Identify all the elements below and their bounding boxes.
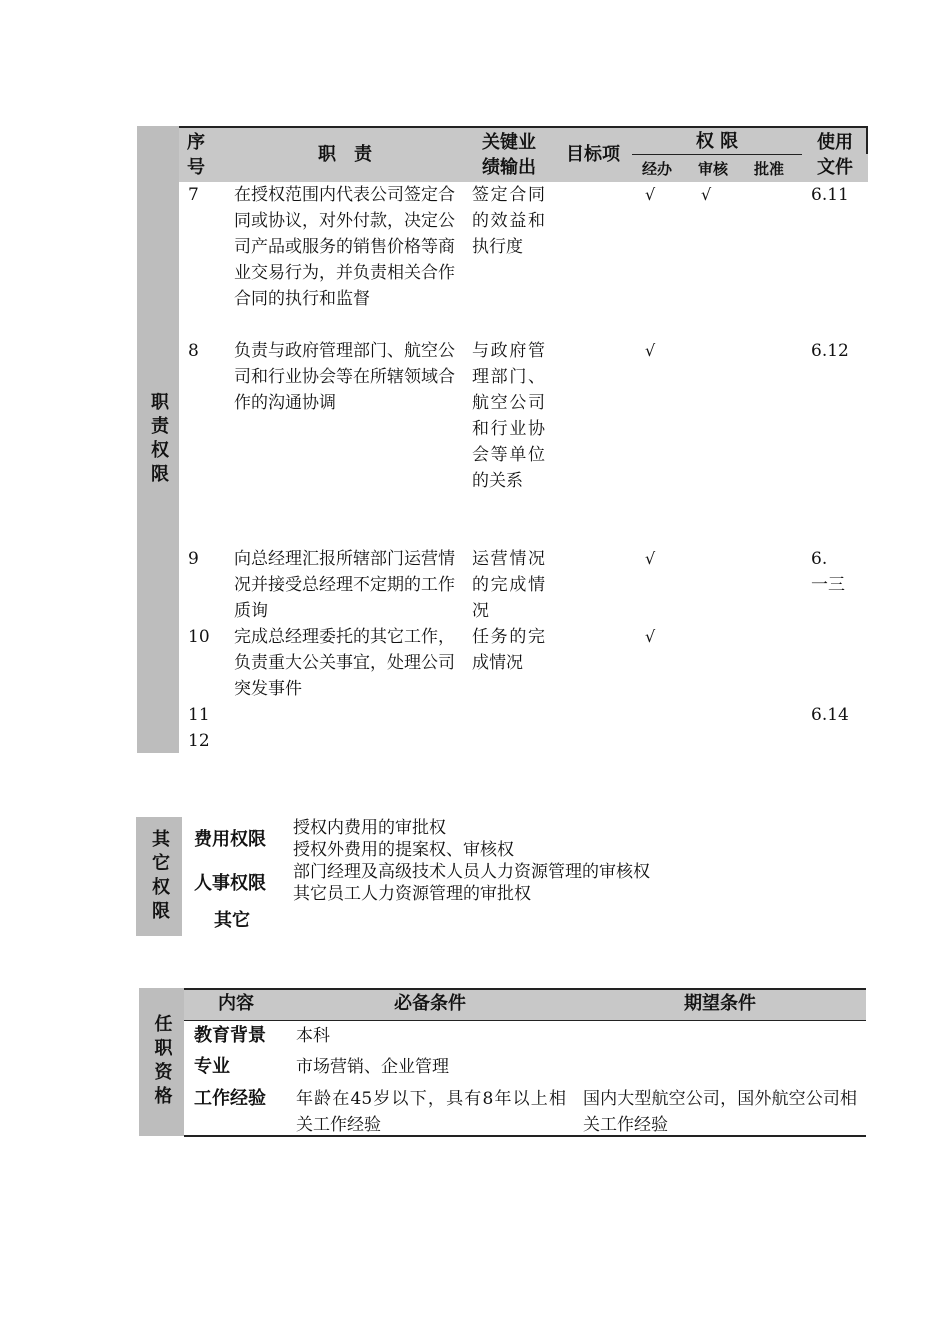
header-review: 审核 <box>697 160 728 178</box>
row-9-doc: 6. 一三 <box>811 549 845 595</box>
row-11-seq: 11 <box>188 705 210 725</box>
side-label-text: 任职资格 <box>151 1014 173 1110</box>
label-other: 其它 <box>214 910 250 931</box>
header-approve: 批准 <box>753 160 784 178</box>
label-expense-authority: 费用权限 <box>194 829 266 850</box>
qual-label-experience: 工作经验 <box>194 1088 266 1109</box>
header-required: 必备条件 <box>394 993 466 1014</box>
row-9-handle-check: √ <box>645 549 656 568</box>
label-hr-authority: 人事权限 <box>194 873 266 894</box>
row-10-handle-check: √ <box>645 627 656 646</box>
qual-label-education: 教育背景 <box>194 1025 266 1046</box>
row-10-seq: 10 <box>188 627 210 647</box>
qualification-top-rule <box>184 988 866 990</box>
header-expected: 期望条件 <box>684 993 756 1014</box>
row-7-doc: 6.11 <box>811 185 849 205</box>
row-9-duty: 向总经理汇报所辖部门运营情况并接受总经理不定期的工作质询 <box>234 549 455 621</box>
row-8-handle-check: √ <box>645 341 656 360</box>
header-top-rule <box>179 126 868 128</box>
header-doc: 使用文件 <box>817 132 853 178</box>
side-label-text: 职责权限 <box>148 391 169 488</box>
row-8-doc: 6.12 <box>811 341 849 361</box>
row-8-duty: 负责与政府管理部门、航空公司和行业协会等在所辖领域合作的沟通协调 <box>234 341 455 413</box>
row-7-seq: 7 <box>188 185 199 205</box>
qual-required-experience: 年龄在45岁以下，具有8年以上相关工作经验 <box>296 1089 566 1135</box>
qual-expected-experience: 国内大型航空公司，国外航空公司相关工作经验 <box>583 1089 857 1135</box>
header-authority: 权 限 <box>695 131 739 152</box>
qualification-header-rule <box>184 1020 866 1021</box>
row-10-kpi: 任务的完成情况 <box>472 627 545 673</box>
row-8-seq: 8 <box>188 341 199 361</box>
qual-required-education: 本科 <box>296 1026 330 1046</box>
row-12-seq: 12 <box>188 731 210 751</box>
qual-label-major: 专业 <box>194 1056 230 1077</box>
row-7-duty: 在授权范围内代表公司签定合同或协议，对外付款，决定公司产品或服务的销售价格等商业交易行为，并负责相关合作合同的执行和监督 <box>234 185 455 309</box>
section-duty-side-label <box>137 126 179 753</box>
row-7-handle-check: √ <box>645 185 656 204</box>
header-target: 目标项 <box>566 144 620 165</box>
header-right-rule <box>866 126 868 154</box>
row-7-kpi: 签定合同的效益和执行度 <box>472 185 545 257</box>
authority-item: 授权内费用的审批权 <box>293 818 446 838</box>
header-kpi: 关键业绩输出 <box>482 132 536 178</box>
row-7-review-check: √ <box>701 185 712 204</box>
header-content: 内容 <box>218 993 254 1014</box>
row-11-doc: 6.14 <box>811 705 849 725</box>
side-label-text: 其它权限 <box>149 828 170 925</box>
header-duty: 职 责 <box>318 144 372 165</box>
row-9-seq: 9 <box>188 549 199 569</box>
row-9-kpi: 运营情况的完成情况 <box>472 549 545 621</box>
header-handle: 经办 <box>641 160 672 178</box>
row-8-kpi: 与政府管理部门、航空公司和行业协会等单位的关系 <box>472 341 545 491</box>
section-other-side-label <box>136 817 182 936</box>
section-qualification-side-label <box>139 988 184 1136</box>
authority-item: 部门经理及高级技术人员人力资源管理的审核权 <box>293 862 650 882</box>
authority-item: 授权外费用的提案权、审核权 <box>293 840 514 860</box>
header-seq: 序号 <box>187 132 205 178</box>
authority-item: 其它员工人力资源管理的审批权 <box>293 884 531 904</box>
row-10-duty: 完成总经理委托的其它工作，负责重大公关事宜，处理公司突发事件 <box>234 627 455 699</box>
qual-required-major: 市场营销、企业管理 <box>296 1057 449 1077</box>
